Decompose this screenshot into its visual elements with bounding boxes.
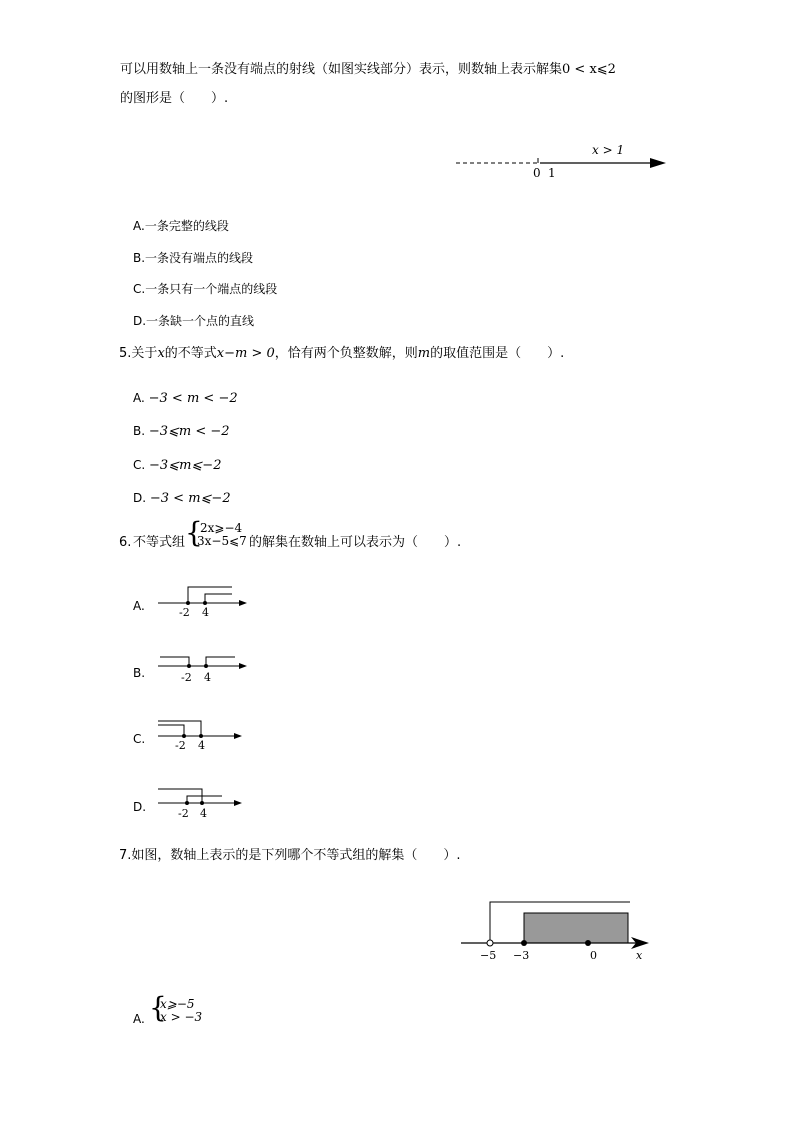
q5-option-d[interactable] bbox=[133, 489, 231, 508]
q4-ray-label: x > 1 bbox=[592, 143, 625, 157]
q6-brace: { bbox=[185, 516, 203, 549]
q7-tick-minus5: −5 bbox=[480, 949, 497, 962]
q5-option-d-expr: −3 < m⩽−2 bbox=[149, 491, 231, 506]
q4-number-line-figure bbox=[450, 140, 670, 190]
q7-option-a-line2: x > −3 bbox=[160, 1010, 203, 1024]
q5-option-c-expr: −3⩽m⩽−2 bbox=[149, 458, 222, 473]
q6-text-a: 不等式组 bbox=[133, 535, 186, 550]
q7-closed-point-minus3 bbox=[521, 940, 527, 946]
q4-arrowhead bbox=[650, 158, 666, 168]
q7-number: 7 bbox=[119, 848, 128, 863]
q5-stem: 5.关于x的不等式x−m > 0，恰有两个负整数解，则m的取值范围是（ ）. bbox=[119, 346, 565, 361]
q7-text: 如图，数轴上表示的是下列哪个不等式组的解集（ ）. bbox=[131, 848, 461, 863]
q7-option-a-system bbox=[160, 998, 202, 1024]
q6-number: 6. bbox=[119, 535, 132, 550]
q5-text-d: 的取值范围是（ ）. bbox=[430, 346, 565, 361]
q6-option-c-figure bbox=[155, 713, 255, 753]
q5-option-c-letter: C. bbox=[133, 458, 146, 472]
q5-option-b[interactable] bbox=[133, 422, 230, 441]
q5-option-b-expr: −3⩽m < −2 bbox=[148, 424, 230, 439]
q6d-tick-4: 4 bbox=[200, 807, 207, 820]
q5-option-a-expr: −3 < m < −2 bbox=[148, 391, 238, 406]
q6c-tick-minus2: -2 bbox=[175, 739, 186, 752]
q7-tick-minus3: −3 bbox=[513, 949, 530, 962]
q5-number: 5 bbox=[119, 346, 128, 361]
q7-open-point-minus5 bbox=[487, 940, 493, 946]
q6-option-b[interactable]: B. bbox=[133, 666, 146, 680]
q6b-bracket-left bbox=[160, 657, 189, 666]
q6-option-d-figure bbox=[155, 780, 255, 820]
q7-number-line-figure bbox=[458, 895, 658, 965]
q4-option-c[interactable]: C.一条只有一个端点的线段 bbox=[133, 282, 278, 296]
q5-var-x: x bbox=[157, 346, 165, 361]
q6d-tick-minus2: -2 bbox=[178, 807, 189, 820]
q6a-bracket-from-4 bbox=[205, 594, 232, 603]
q5-option-c[interactable] bbox=[133, 456, 221, 475]
q6b-tick-minus2: -2 bbox=[181, 671, 192, 684]
q6-system-line1: 2x⩾−4 bbox=[200, 521, 243, 535]
q5-text-c: ，恰有两个负整数解，则 bbox=[274, 346, 418, 361]
q4-stem-line2: 的图形是（ ）. bbox=[120, 91, 229, 106]
q6-system-line2: 3x−5⩽7 bbox=[197, 534, 247, 548]
q6b-bracket-right bbox=[206, 657, 235, 666]
q4-option-a[interactable]: A.一条完整的线段 bbox=[133, 219, 229, 233]
q5-text-a: 关于 bbox=[131, 346, 158, 361]
q4-stem-text: 可以用数轴上一条没有端点的射线（如图实线部分）表示，则数轴上表示解集 bbox=[120, 62, 563, 77]
q6-option-c[interactable]: C. bbox=[133, 732, 146, 746]
q6c-bracket-minus2 bbox=[158, 725, 184, 736]
q6-text-b: 的解集在数轴上可以表示为（ ）. bbox=[249, 535, 462, 550]
q6-option-a-figure bbox=[155, 580, 255, 620]
q6a-tick-4: 4 bbox=[202, 606, 209, 619]
q4-stem-line1 bbox=[120, 61, 616, 79]
q4-tick-label-1: 1 bbox=[548, 166, 556, 180]
q7-closed-point-0 bbox=[585, 940, 591, 946]
q6a-bracket-from-minus2 bbox=[188, 587, 232, 603]
q7-option-a-letter: A. bbox=[133, 1012, 145, 1026]
q6d-bracket-minus2 bbox=[187, 796, 222, 803]
q6b-tick-4: 4 bbox=[204, 671, 211, 684]
q5-option-d-letter: D. bbox=[133, 491, 147, 505]
q7-axis-label: x bbox=[636, 949, 643, 962]
q5-option-a-letter: A. bbox=[133, 391, 145, 405]
q6-system bbox=[197, 522, 247, 548]
q7-tick-0: 0 bbox=[590, 949, 597, 962]
q6-option-a[interactable]: A. bbox=[133, 599, 145, 613]
q5-expr: x−m > 0 bbox=[216, 346, 275, 361]
q4-stem-math: 0 < x⩽2 bbox=[562, 62, 616, 77]
q7-shaded-region bbox=[524, 913, 628, 943]
q5-option-b-letter: B. bbox=[133, 424, 146, 438]
q5-text-b: 的不等式 bbox=[164, 346, 217, 361]
q7-option-a-brace: { bbox=[149, 991, 167, 1024]
q7-option-a[interactable] bbox=[133, 1010, 145, 1028]
q7-stem: 7.如图，数轴上表示的是下列哪个不等式组的解集（ ）. bbox=[119, 848, 461, 863]
q4-option-d[interactable]: D.一条缺一个点的直线 bbox=[133, 314, 255, 328]
q5-var-m: m bbox=[417, 346, 431, 361]
q6-option-b-figure bbox=[155, 643, 255, 683]
q6-option-d[interactable]: D. bbox=[133, 800, 147, 814]
q6c-tick-4: 4 bbox=[198, 739, 205, 752]
q6a-tick-minus2: -2 bbox=[179, 606, 190, 619]
q6c-bracket-4 bbox=[158, 721, 201, 736]
q5-option-a[interactable] bbox=[133, 389, 238, 408]
q4-option-b[interactable]: B.一条没有端点的线段 bbox=[133, 251, 254, 265]
q4-tick-label-0: 0 bbox=[533, 166, 541, 180]
q7-option-a-line1: x⩾−5 bbox=[160, 997, 195, 1011]
